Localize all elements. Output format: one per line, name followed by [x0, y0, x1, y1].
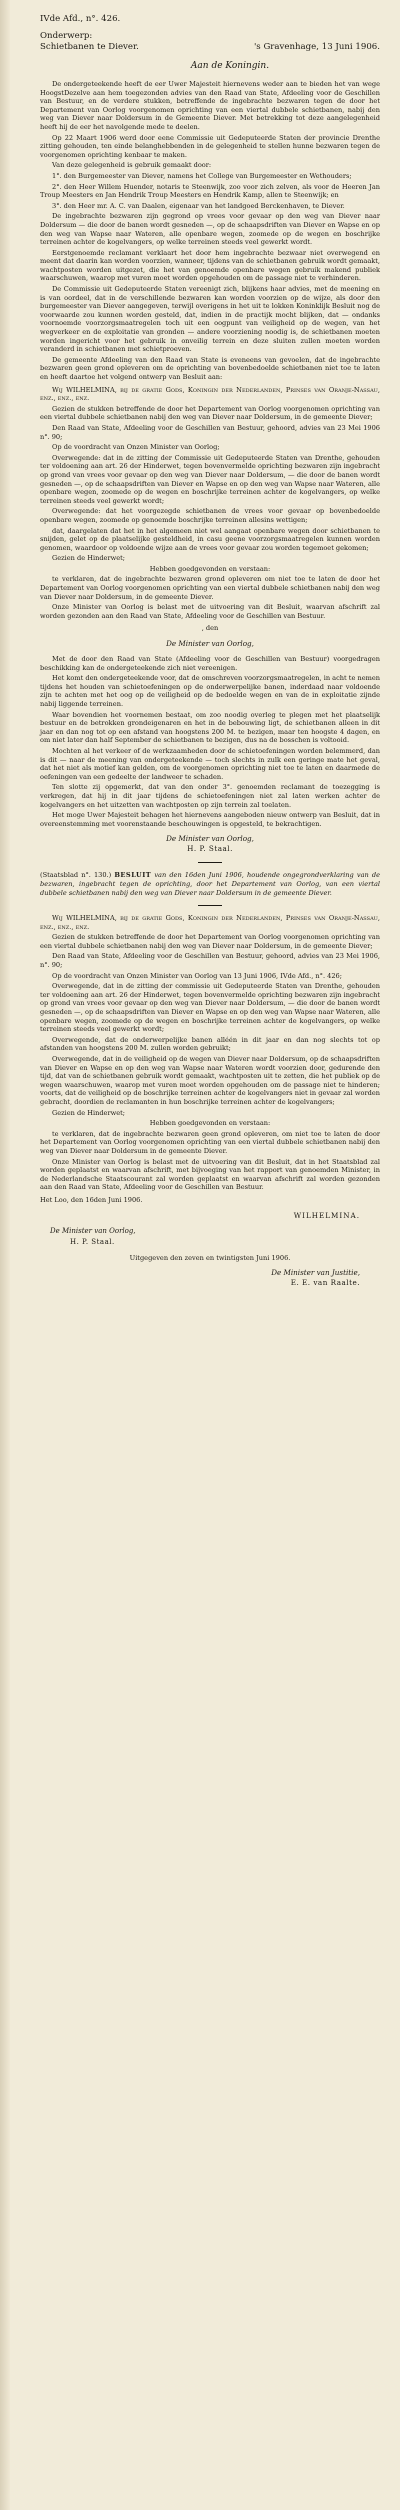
final-decree-paragraph: Overwegende, dat de onderwerpelijke banen alléén in dit jaar en dan nog slechts tot op afstanden van hoogstens 200 M. zullen worden gebruikt;: [40, 1035, 380, 1053]
report-paragraph: De Commissie uit Gedeputeerde Staten vereenigt zich, blijkens haar advies, met de meening en is van oordeel, dat in de verschillende bezwaren kan worden voorzien op de wijze, als door den burgemeester van Diever aangegeven, terwijl overigens in het uit te lokken Koninklijk Besluit nog de voorwaarde zou kunnen worden gesteld, dat, indien in de practijk mocht blijken, dat — ondanks voornoemde voorzorgsmaatregelen toch uit een oogpunt van veiligheid op de wegen, van het wegverkeer en de exploitatie van gronden — andere voorziening noodig is, de schietbanen moeten worden ingericht voor het gebruik in onveilig terrein en deze sluiten zullen moeten worden veranderd in schietbanen met schietproeven.: [40, 285, 380, 354]
final-decree-paragraph: te verklaren, dat de ingebrachte bezwaren geen grond opleveren, om niet toe te laten de door het Departement van Oorlog voorgenomen oprichting van een viertal dubbele schietbanen nabij den weg van Diever naar Doldersum in de gemeente Diever.: [40, 1129, 380, 1155]
report-paragraph: Van deze gelegenheid is gebruik gemaakt door:: [52, 161, 212, 170]
draft-decree-resolution: Hebben goedgevonden en verstaan:: [149, 564, 271, 573]
minister-signature-2: [40, 1227, 380, 1248]
draft-decree-paragraph: Overwegende: dat in de zitting der Commissie uit Gedeputeerde Staten van Drenthe, gehouden ter voldoening aan art. 26 der Hinderwet, tegen bovenvermelde oprichting bezwaren zijn ingebracht op grond van vrees voor gevaar op den weg van Diever naar Doldersum, — die door de banen wordt gesneden —, op de schaapsdriften van Diever en Wapse en op den weg van Wapse naar Wateren, alle openbare wegen, zoomede op de wegen en boschrijke terreinen achter de kogelvangers, op welke terreinen steeds veel gewerkt wordt;: [40, 453, 380, 505]
minister-name: H. P. Staal.: [187, 844, 233, 854]
draft-decree-closing: , den: [201, 624, 219, 633]
issued-date: Uitgegeven den zeven en twintigsten Juni 1906.: [129, 1253, 291, 1262]
monarch-signature: WILHELMINA.: [293, 1210, 360, 1220]
report-paragraph: 2°. den Heer Willem Huender, notaris te Steenwijk, zoo voor zich zelven, als voor de Heeren Jan Troup Meesters en Jan Hendrik Troup Meesters en Hendrik Kamp, allen te Steenwijk; en: [40, 182, 380, 200]
document-header: [40, 14, 380, 56]
draft-decree-paragraph: dat, daargelaten dat het in het algemeen niet wel aangaat openbare wegen door schietbanen te snijden, gelet op de plaatselijke gesteldheid, in casu geene voorzorgsmaatregelen kunnen worden genomen, waardoor op voldoende wijze aan de vrees voor gevaar zou worden tegemoet gekomen;: [40, 526, 380, 552]
report-paragraph: Ten slotte zij opgemerkt, dat van den onder 3°. genoemden reclamant de toezegging is verkregen, dat hij in dit jaar tijdens de schietoefeningen niet zal laten werken achter de kogelvangers en het uitzetten van wachtposten op zijn terrein zal toelaten.: [40, 783, 380, 809]
report-paragraph: Op 22 Maart 1906 werd door eene Commissie uit Gedeputeerde Staten der provincie Drenthe zitting gehouden, ten einde belanghebbenden in de gelegenheid te stellen hunne bezwaren tegen de voorgenomen oprichting kenbaar te maken.: [40, 133, 380, 159]
report-paragraph: Het komt den ondergeteekende voor, dat de omschreven voorzorgsmaatregelen, in acht te nemen tijdens het houden van schietoefeningen op de onderwerpelijke banen, inderdaad naar voldoende zijn te achten met het oog op de veiligheid op de bedoelde wegen en van de in exploitatie zijnde nabij liggende terreinen.: [40, 674, 380, 708]
final-decree-paragraph: Gezien de stukken betreffende de door het Departement van Oorlog voorgenomen oprichting van een viertal dubbele schietbanen nabij den weg van Diever naar Doldersum, in de gemeente Diever;: [40, 933, 380, 950]
report-paragraph: 3°. den Heer mr. A. C. van Daalen, eigenaar van het landgoed Berckenhaven, te Diever.: [52, 201, 345, 210]
report-paragraph: Waar bovendien het voornemen bestaat, om zoo noodig overleg te plegen met het plaatselijk bestuur en de betrokken grondeigenaren en het in de bebouwing ligt, de schietbanen alleen in dit jaar en dan nog tot op een afstand van hoogstens 200 M. te bezigen, maar ten hoogste 4 dagen, en om niet later dan half September de schietbanen te bezigen, dus na de bosschen is voltooid.: [40, 710, 380, 745]
final-decree-preamble: Wij WILHELMINA, bij de gratie Gods, Koningin der Nederlanden, Prinses van Oranje-Nassau, enz., enz., enz.: [40, 914, 380, 931]
draft-decree-paragraph: te verklaren, dat de ingebrachte bezwaren grond opleveren om niet toe te laten de door het Departement van Oorlog voorgenomen oprichting van een viertal dubbele schietbanen nabij den weg van Diever naar Doldersum, in de gemeente Diever.: [40, 575, 380, 601]
edition-reference: IVde Afd., n°. 426.: [40, 14, 121, 24]
staatsblad-entry: [40, 871, 380, 897]
staatsblad-ref: (Staatsblad n°. 130.): [40, 871, 112, 880]
report-paragraph: Met de door den Raad van State (Afdeeling voor de Geschillen van Bestuur) voorgedragen beschikking kan de ondergeteekende zich niet vereenigen.: [40, 655, 380, 672]
minister-title: De Minister van Oorlog,: [166, 834, 254, 844]
report-paragraph: Mochten al het verkeer of de werkzaamheden door de schietoefeningen worden belemmerd, dan is dit — naar de meening van ondergeteekende — toch slechts in zulk een geringe mate het geval, dat het niet als motief kan gelden, om de voorgenomen oprichting niet toe te laten en daarmede de oefeningen van een gedeelte der landweer te schaden.: [40, 746, 380, 781]
minister-title-draft: De Minister van Oorlog,: [166, 639, 254, 649]
minister-title: De Minister van Oorlog,: [50, 1226, 136, 1235]
final-decree-paragraph: Overwegende, dat in de zitting der commissie uit Gedeputeerde Staten van Drenthe, gehouden ter voldoening aan art. 26 der Hinderwet, tegen bovenvermelde oprichting bezwaren zijn ingebracht op grond van vrees voor gevaar op den weg van Diever naar Doldersum, — die door de banen wordt gesneden —, op de schaapsdriften van Diever en Wapse en op den weg van Wapse naar Wateren, alle openbare wegen, zoomede op de wegen en boschrijke terreinen achter de kogelvangers, op welke terreinen steeds veel gewerkt wordt;: [40, 982, 380, 1034]
final-decree-paragraph: Gezien de Hinderwet;: [52, 1108, 126, 1117]
final-decree-paragraph: Onze Minister van Oorlog is belast met de uitvoering van dit Besluit, dat in het Staatsblad zal worden geplaatst en waarvan afschrift, met bijvoeging van het rapport van genoemden Minister, in de Nederlandsche Staatscourant zal worden geplaatst en waarvan afschrift zal worden gezonden aan den Raad van State, Afdeeling voor de Geschillen van Bestuur.: [40, 1157, 380, 1192]
draft-decree-paragraph: Gezien de Hinderwet;: [52, 554, 126, 563]
draft-decree-paragraph: Overwegende: dat het voorgezegde schietbanen de vrees voor gevaar op bovenbedoelde openbare wegen, zoomede op genoemde boschrijke terreinen allesins wettigen;: [40, 507, 380, 524]
final-decree: [40, 914, 380, 1220]
salutation: Aan de Koningin.: [190, 61, 270, 71]
report-paragraph: De ondergeteekende heeft de eer Uwer Majesteit hiernevens weder aan te bieden het van wege HoogstDezelve aan hem toegezonden advies van den Raad van State, Afdeeling voor de Geschillen van Bestuur, en de verdere stukken, betreffende de ingebrachte bezwaren tegen de door het Departement van Oorlog voorgenomen oprichting van een viertal dubbele schietbanen, nabij den weg van Diever naar Doldersum in de Gemeente Diever. Met betrekking tot deze aangelegenheid heeft hij de eer het navolgende mede te deelen.: [40, 80, 380, 131]
justice-signature: [40, 1268, 380, 1288]
section-divider: [198, 862, 222, 863]
subject-text: Schietbanen te Diever.: [40, 42, 139, 52]
draft-decree-paragraph: Gezien de stukken betreffende de door het Departement van Oorlog voorgenomen oprichting van een viertal dubbele schietbanen nabij den weg van Diever naar Doldersum, in de gemeente Diever;: [40, 404, 380, 422]
report-section: [40, 80, 380, 382]
minister-signature-1: [40, 834, 380, 854]
section-divider: [198, 905, 222, 906]
staatsblad-label: BESLUIT: [114, 871, 152, 880]
report-paragraph: Het moge Uwer Majesteit behagen het hiernevens aangeboden nieuw ontwerp van Besluit, dat in overeenstemming met voorenstaande beschouwingen is opgesteld, te bekrachtigen.: [40, 811, 380, 828]
draft-decree: [40, 386, 380, 633]
final-decree-paragraph: Overwegende, dat in de veiligheid op de wegen van Diever naar Doldersum, op de schaapsdriften van Diever en Wapse en op den weg van Wapse naar Wateren wordt voorzien door, gedurende den tijd, dat van de schietbanen gebruik wordt gemaakt, wachtposten uit te zetten, die het publiek op de wegen waarschuwen, waarop met vuren moet worden opgehouden om de passage niet te hinderen; voorts, dat de veiligheid op de boschrijke terreinen achter de kogelvangers niet in gevaar zal worden gebracht, doordien de reclamanten in hun boschrijke terreinen achter de kogelvangers;: [40, 1055, 380, 1106]
final-decree-paragraph: Den Raad van State, Afdeeling voor de Geschillen van Bestuur, gehoord, advies van 23 Mei 1906, n°. 90;: [40, 952, 380, 970]
report-section-2: [40, 655, 380, 828]
report-paragraph: 1°. den Burgemeester van Diever, namens het College van Burgemeester en Wethouders;: [52, 171, 352, 180]
draft-decree-preamble: Wij WILHELMINA, bij de gratie Gods, Koningin der Nederlanden, Prinses van Oranje-Nassau, enz., enz., enz.: [40, 385, 380, 403]
minister-name: H. P. Staal.: [70, 1238, 115, 1246]
subject-label: Onderwerp:: [40, 31, 93, 41]
final-decree-place-date: Het Loo, den 16den Juni 1906.: [40, 1195, 143, 1204]
draft-decree-paragraph: Den Raad van State, Afdeeling voor de Geschillen van Bestuur, gehoord, advies van 23 Mei 1906 n°. 90;: [40, 423, 380, 441]
draft-decree-paragraph: Onze Minister van Oorlog is belast met de uitvoering van dit Besluit, waarvan afschrift zal worden gezonden aan den Raad van State, Afdeeling voor de Geschillen van Bestuur.: [40, 603, 380, 620]
report-paragraph: Eerstgenoemde reclamant verklaart het door hem ingebrachte bezwaar niet overwegend en meent dat daarin kan worden voorzien, wanneer, tijdens van de schietbanen gebruik wordt gemaakt, wachtposten worden uitgezet, die het van genoemde openbare wegen gebruik makend publiek waarschuwen, waarop met vuren moet worden opgehouden om de passage niet te verhinderen.: [40, 248, 380, 283]
header-left: [40, 14, 139, 53]
staatsblad-text: van den 16den Juni 1906, houdende ongegrondverklaring van de bezwaren, ingebracht tegen de oprichting, door het Departement van Oorlog, van een viertal dubbele schietbanen nabij den weg van Diever naar Doldersum in de gemeente Diever.: [40, 871, 380, 897]
final-decree-paragraph: Op de voordracht van Onzen Minister van Oorlog van 13 Juni 1906, IVde Afd., n°. 426;: [52, 971, 342, 980]
draft-decree-paragraph: Op de voordracht van Onzen Minister van Oorlog;: [52, 443, 220, 452]
final-decree-resolution: Hebben goedgevonden en verstaan:: [149, 1119, 271, 1128]
justice-name: E. E. van Raalte.: [290, 1278, 360, 1288]
justice-title: De Minister van Justitie,: [271, 1268, 360, 1278]
header-date: 's Gravenhage, 13 Juni 1906.: [253, 42, 380, 52]
report-paragraph: De ingebrachte bezwaren zijn gegrond op vrees voor gevaar op den weg van Diever naar Doldersum — die door de banen wordt gesneden —, op de schaapsdriften van Diever en Wapse en op den weg van Wapse naar Wateren, alle openbare wegen, zoomede op de wegen en boschrijke terreinen achter de kogelvangers, op welke terreinen steeds veel gewerkt wordt.: [40, 212, 380, 247]
report-paragraph: De gemeente Afdeeling van den Raad van State is eveneens van gevoelen, dat de ingebrachte bezwaren geen grond opleveren om de oprichting van bovenbedoelde schietbanen niet toe te laten en heeft daartoe het volgend ontwerp van Besluit aan:: [40, 355, 380, 381]
